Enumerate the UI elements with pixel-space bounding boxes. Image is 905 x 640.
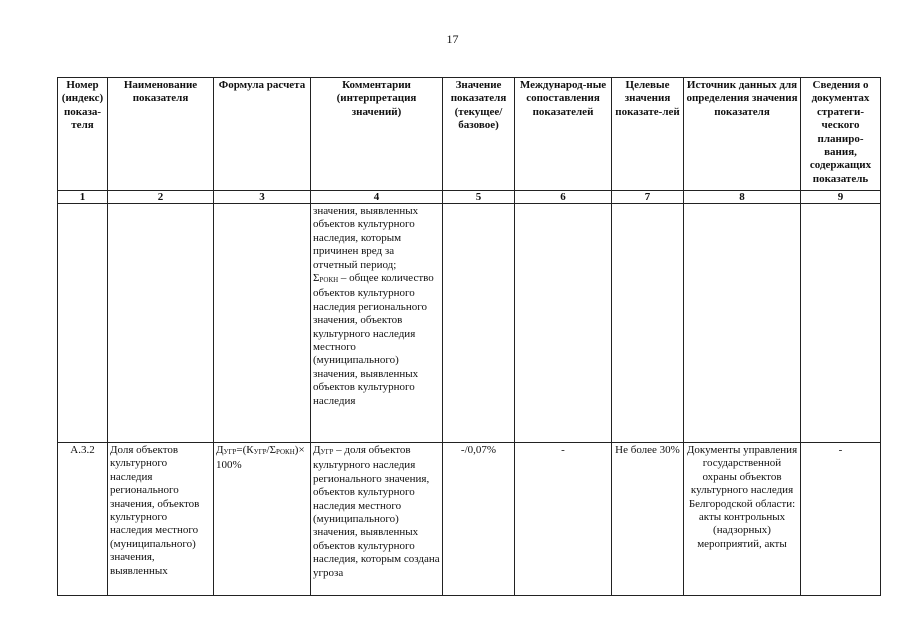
- header-cell: Наименование показателя: [108, 78, 214, 191]
- column-number: 8: [684, 191, 801, 204]
- header-cell: Формула расчета: [214, 78, 311, 191]
- table-cell: [612, 204, 684, 443]
- formula-symbol: Д: [216, 444, 224, 456]
- header-cell: Сведения о документах стратеги-ческого планиро-вания, содержащих показатель: [801, 78, 881, 191]
- table-row-continuation: [58, 204, 881, 443]
- comment-text: – доля объектов культурного наследия регионального значения, объектов культурного наследия местного (муниципального) значения, выявленных объектов культурного наследия, которым создана угроза: [313, 444, 440, 579]
- indicator-value: -/0,07%: [443, 443, 515, 596]
- formula-cell: [214, 443, 311, 596]
- table-cell: [801, 204, 881, 443]
- data-source: Документы управления государственной охраны объектов культурного наследия Белгородской области: акты контрольных (надзорных) мероприятий, акты: [684, 443, 801, 596]
- column-number: 3: [214, 191, 311, 204]
- header-cell: Международ-ные сопоставления показателей: [515, 78, 612, 191]
- header-cell: Значение показателя (текущее/ базовое): [443, 78, 515, 191]
- formula-symbol: =(К: [236, 444, 254, 456]
- sigma-symbol: Σ: [313, 272, 320, 285]
- indicator-name: Доля объектов культурного наследия регионального значения, объектов культурного наследия местного (муниципального) значения, выявленных: [108, 443, 214, 596]
- table-cell: [443, 204, 515, 443]
- table-cell: [214, 204, 311, 443]
- comment-cell: [311, 443, 443, 596]
- planning-documents: -: [801, 443, 881, 596]
- table-cell: [108, 204, 214, 443]
- header-cell: Комментарии (интерпретация значений): [311, 78, 443, 191]
- column-number: 2: [108, 191, 214, 204]
- column-number-row: [58, 191, 881, 204]
- indicators-table: [57, 77, 881, 596]
- table-cell: [684, 204, 801, 443]
- sigma-subscript: РОКН: [319, 276, 339, 285]
- target-value: Не более 30%: [612, 443, 684, 596]
- formula-subscript: УГР: [253, 448, 267, 456]
- formula-subscript: УГР: [223, 448, 237, 456]
- formula-symbol: )× 100%: [216, 444, 305, 472]
- formula-symbol: /Σ: [266, 444, 277, 456]
- indicator-index: А.3.2: [58, 443, 108, 596]
- table-row-a32: [58, 443, 881, 596]
- header-cell: Источник данных для определения значения показателя: [684, 78, 801, 191]
- column-number: 1: [58, 191, 108, 204]
- comment-text: – общее количество объектов культурного наследия регионального значения, объектов культурного наследия местного (муниципального) значения, выявленных объектов культурного наследия: [313, 272, 434, 407]
- international-comparison: -: [515, 443, 612, 596]
- table-cell: [515, 204, 612, 443]
- comment-symbol: Д: [313, 444, 321, 456]
- page-number: 17: [446, 32, 459, 46]
- header-cell: Целевые значения показате-лей: [612, 78, 684, 191]
- comment-cell: [311, 204, 443, 443]
- column-number: 9: [801, 191, 881, 204]
- header-cell: Номер (индекс) показа-теля: [58, 78, 108, 191]
- column-number: 6: [515, 191, 612, 204]
- formula-subscript: РОКН: [276, 448, 295, 456]
- header-row: [58, 78, 881, 191]
- table-cell: [58, 204, 108, 443]
- comment-text: значения, выявленных объектов культурного наследия, которым причинен вред за отчетный период;: [313, 205, 419, 271]
- comment-subscript: УГР: [320, 448, 334, 456]
- column-number: 5: [443, 191, 515, 204]
- column-number: 4: [311, 191, 443, 204]
- column-number: 7: [612, 191, 684, 204]
